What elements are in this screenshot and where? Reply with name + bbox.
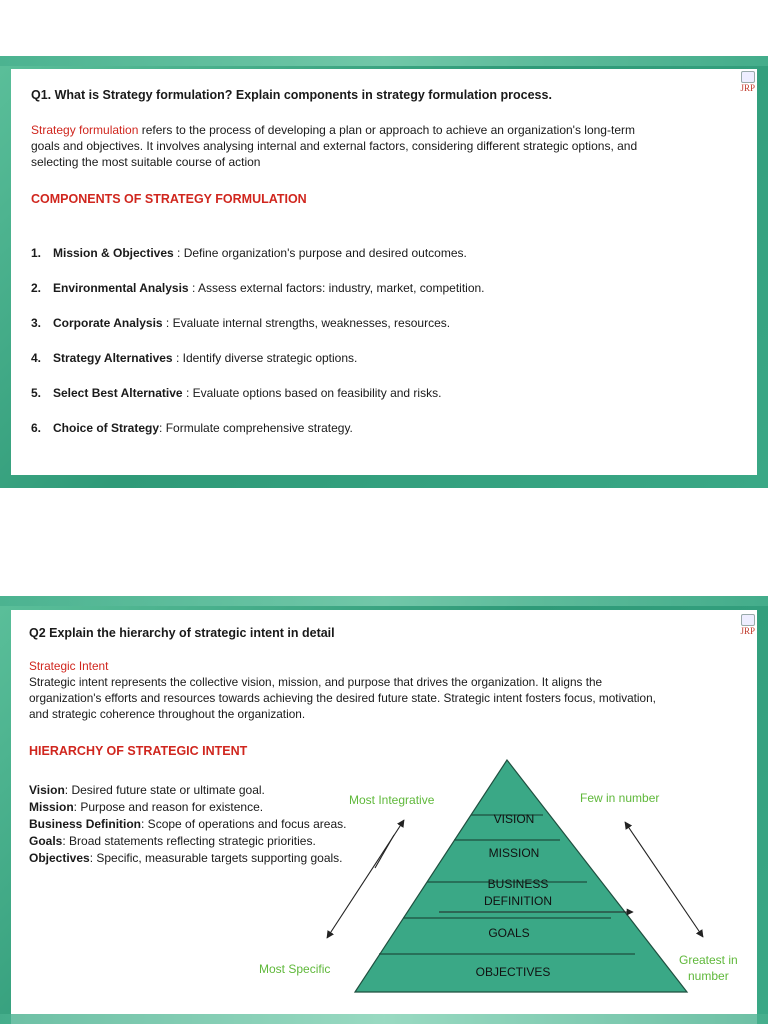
def-term: Objectives [29,851,90,865]
strategic-intent-pyramid [11,610,757,1024]
hierarchy-heading: HIERARCHY OF STRATEGIC INTENT [29,744,248,758]
def-desc: : Scope of operations and focus areas. [141,817,347,831]
logo-text: JRP [740,83,755,93]
def-term: Goals [29,834,63,848]
item-desc: : Formulate comprehensive strategy. [159,421,353,435]
def-term: Business Definition [29,817,142,831]
strategy-formulation-term: Strategy formulation [31,123,139,137]
item-term: Select Best Alternative [53,386,183,400]
components-heading: COMPONENTS OF STRATEGY FORMULATION [31,192,307,206]
def-desc: : Purpose and reason for existence. [73,800,264,814]
list-item [31,350,485,385]
item-desc: : Evaluate options based on feasibility and risks. [182,386,442,400]
question-1-title: Q1. What is Strategy formulation? Explain components in strategy formulation process. [31,88,552,102]
def-desc: : Broad statements reflecting strategic priorities. [62,834,316,848]
item-number: 4. [31,351,42,365]
components-list [31,245,485,455]
intent-line-1: Strategic intent represents the collective vision, mission, and purpose that drives the organization. It aligns the [29,675,603,689]
item-number: 3. [31,316,42,330]
slide-1 [0,56,768,488]
number-label: number [688,969,729,983]
def-desc: : Specific, measurable targets supporting goals. [89,851,343,865]
logo-icon [741,71,755,83]
slide-2 [0,596,768,1024]
item-term: Mission & Objectives [53,246,174,260]
logo-text: JRP [740,626,755,636]
item-term: Environmental Analysis [53,281,189,295]
def-term: Mission [29,800,74,814]
item-term: Choice of Strategy [53,421,160,435]
jrp-logo [740,71,755,93]
slide-2-bottom-stripe [0,1014,768,1024]
item-term: Corporate Analysis [53,316,163,330]
most-integrative-label: Most Integrative [349,793,435,807]
list-item [31,245,485,280]
intent-line-3: and strategic coherence throughout the organization. [29,707,306,721]
level-label-definition: DEFINITION [484,894,552,908]
intent-line-2: organization's efforts and resources towards achieving the desired future state. Strategic intent fosters focus, motivation, [29,691,656,705]
strategic-intent-heading: Strategic Intent [29,659,109,673]
level-label-objectives: OBJECTIVES [475,965,551,979]
slide-1-panel [11,69,757,475]
item-number: 5. [31,386,42,400]
most-specific-label: Most Specific [259,962,331,976]
level-label-vision: VISION [493,812,535,826]
strategy-definition [31,122,731,170]
slide-1-top-stripe [0,56,768,66]
def-desc: : Desired future state or ultimate goal. [64,783,265,797]
slide-2-panel [11,610,757,1024]
list-item [31,315,485,350]
number-arrow [625,822,703,937]
list-item [31,385,485,420]
definition-line-2: goals and objectives. It involves analysing internal and external factors, considering different strategic options, and [31,139,638,153]
list-item [31,280,485,315]
item-number: 1. [31,246,42,260]
level-label-business: BUSINESS [487,877,549,891]
greatest-in-label: Greatest in [679,953,738,967]
item-number: 6. [31,421,42,435]
item-desc: : Assess external factors: industry, market, competition. [188,281,485,295]
slide-2-top-stripe [0,596,768,606]
item-desc: : Evaluate internal strengths, weaknesses, resources. [162,316,451,330]
pointer-line [375,835,394,868]
item-number: 2. [31,281,42,295]
definition-line-3: selecting the most suitable course of action [31,155,261,169]
question-2-title: Q2 Explain the hierarchy of strategic intent in detail [29,626,335,640]
level-label-goals: GOALS [488,926,530,940]
level-label-mission: MISSION [488,846,540,860]
few-in-number-label: Few in number [580,791,660,805]
item-term: Strategy Alternatives [53,351,173,365]
definition-line-1: refers to the process of developing a plan or approach to achieve an organization's long-term [138,123,635,137]
item-desc: : Identify diverse strategic options. [172,351,358,365]
def-term: Vision [29,783,65,797]
item-desc: : Define organization's purpose and desired outcomes. [173,246,467,260]
list-item [31,420,485,455]
